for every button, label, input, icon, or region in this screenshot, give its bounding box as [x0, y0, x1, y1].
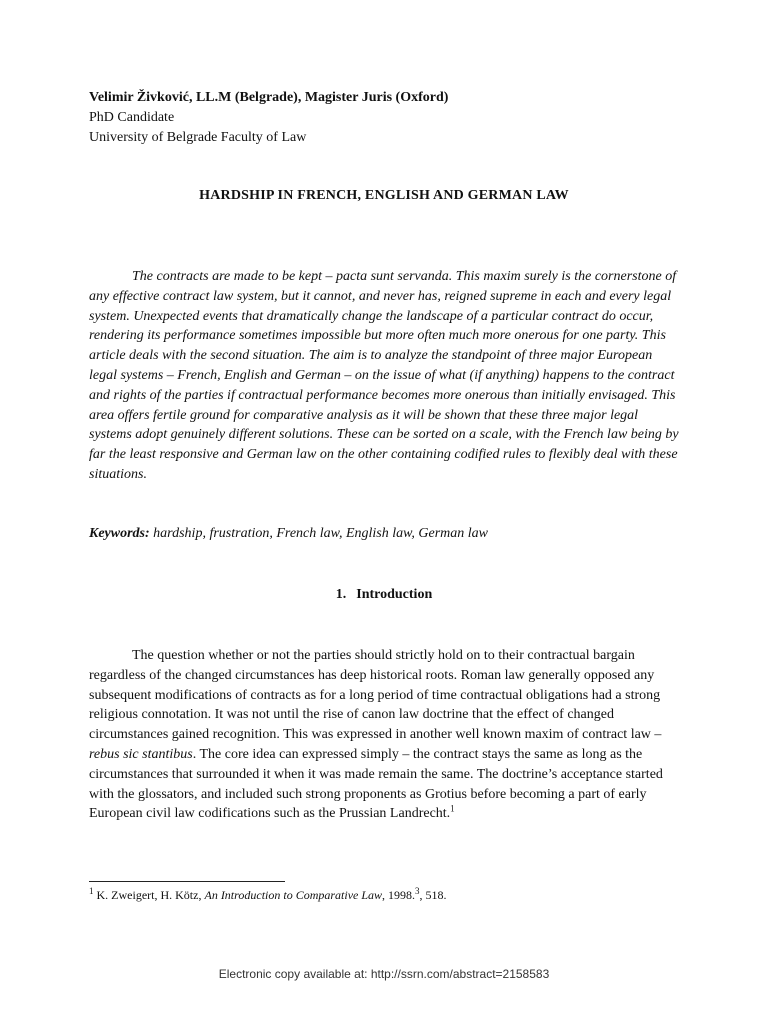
- keywords-label: Keywords:: [89, 526, 150, 541]
- footnote-edition: 3: [415, 886, 420, 896]
- section-title: Introduction: [356, 587, 433, 602]
- footnote-reference[interactable]: 1: [450, 803, 455, 814]
- introduction-paragraph: [89, 646, 681, 824]
- keywords-text: hardship, frustration, French law, English law, German law: [153, 526, 489, 541]
- footnote-year: , 1998.: [382, 888, 416, 902]
- paragraph-text-part1: The question whether or not the parties should strictly hold on to their contractual bargain regardless of the changed circumstances has deep historical roots. Roman law generally opposed any subsequent modifications of contracts as for a long period of time contractual obligations had a strong religious connotation. It was not until the rise of canon law doctrine that the effect of changed circumstances gained recognition. This was expressed in another well known maxim of contract law –: [89, 648, 662, 743]
- author-affiliation: University of Belgrade Faculty of Law: [89, 130, 307, 145]
- keywords: [89, 526, 681, 542]
- paragraph-text-part2: . The core idea can expressed simply – the contract stays the same as long as the circumstances that surrounded it when it was made remain the same. The doctrine’s acceptance started with the glossators, and included such strong proponents as Grotius before becoming a part of early European civil law codifications such as the Prussian Landrecht.: [89, 746, 663, 822]
- footnote-authors: K. Zweigert, H. Kötz,: [96, 888, 205, 902]
- footnote-marker: 1: [89, 886, 94, 896]
- author-position: PhD Candidate: [89, 110, 175, 125]
- section-number: 1.: [335, 587, 347, 602]
- footnote-page: , 518.: [419, 888, 447, 902]
- author-block: [89, 88, 689, 148]
- paper-title: HARDSHIP IN FRENCH, ENGLISH AND GERMAN LAW: [199, 188, 569, 203]
- ssrn-footer-link[interactable]: Electronic copy available at: http://ssrn.com/abstract=2158583: [218, 967, 550, 981]
- footnote-divider: [89, 881, 285, 882]
- latin-maxim: rebus sic stantibus: [89, 746, 193, 762]
- section-heading: [0, 587, 768, 603]
- abstract: The contracts are made to be kept – pacta sunt servanda. This maxim surely is the cornerstone of any effective contract law system, but it cannot, and never has, reigned supreme in each and every legal system. Unexpected events that dramatically change the landscape of a particular contract do occur, rendering its performance sometimes impossible but more often much more onerous for one party. This article deals with the second situation. The aim is to analyze the standpoint of three major European legal systems – French, English and German – on the issue of what (if anything) happens to the contract and rights of the parties if contractual performance becomes more onerous than initially envisaged. This area offers fertile ground for comparative analysis as it will be shown that these three major legal systems adopt genuinely different solutions. These can be sorted on a scale, with the French law being by far the least responsive and German law on the other containing codified rules to flexibly deal with these situations.: [89, 269, 679, 482]
- footnote: [89, 888, 689, 903]
- author-name: Velimir Živković, LL.M (Belgrade), Magister Juris (Oxford): [89, 90, 449, 105]
- footnote-book-title: An Introduction to Comparative Law: [204, 888, 383, 902]
